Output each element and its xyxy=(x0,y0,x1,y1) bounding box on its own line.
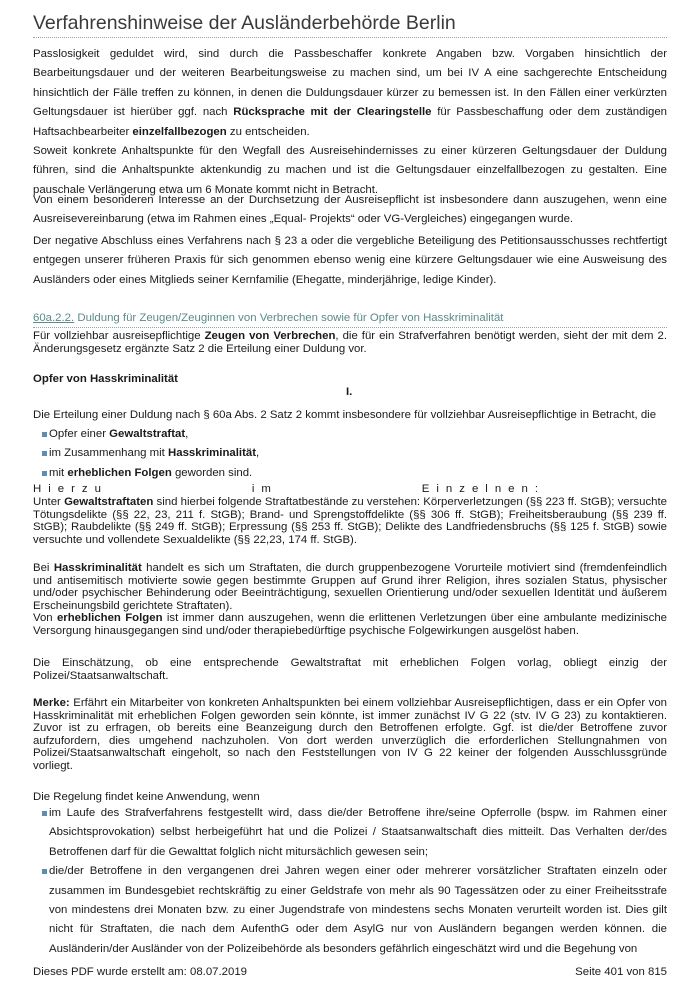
merke-label: Merke: xyxy=(33,697,70,709)
exclusion-list xyxy=(33,804,667,959)
list-item-text: im Zusammenhang mit xyxy=(49,447,169,460)
section-p7-text: Die Regelung findet keine Anwendung, wenn xyxy=(33,791,260,803)
spaced-heading xyxy=(33,483,667,496)
intro-p2-text: Soweit konkrete Anhaltspunkte für den Wegfall des Ausreisehindernisses zu einer kürzeren Geltungsdauer der Duldung führen, sind die Anhaltspunkte aktenkundig zu machen und ist die Geltungsdauer einzelfallbezogen zu gestalten. Eine pauschale Verlängerung etwa um 6 Monate kommt nicht in Betracht. xyxy=(33,145,667,196)
section-p5-bold: erheblichen Folgen xyxy=(56,612,163,625)
section-p3-bold: Gewaltstraftaten xyxy=(64,496,154,508)
subheading-opfer xyxy=(33,373,667,386)
bullet-square-icon xyxy=(42,432,47,437)
list-item-bold: Hasskriminalität xyxy=(168,447,257,460)
roman-numeral-heading: I. xyxy=(346,386,353,398)
list-item-bold: erheblichen Folgen xyxy=(67,466,172,479)
section-title: Duldung für Zeugen/Zeuginnen von Verbrechen sowie für Opfer von Hasskriminalität xyxy=(74,312,504,324)
section-p3-text-a: Unter xyxy=(33,496,65,508)
intro-p1-text-c: für Passbeschaffung oder dem zuständigen Haftsachbearbeiter xyxy=(33,106,667,138)
list-item xyxy=(33,444,667,463)
list-item-text: mit xyxy=(49,466,68,479)
list-item-text: , xyxy=(256,447,260,460)
list-item-bold: Gewaltstraftat xyxy=(109,428,186,440)
section-p5-text-a: Von xyxy=(33,612,57,625)
bullet-square-icon xyxy=(42,811,47,816)
list-item-text: , xyxy=(185,428,189,440)
section-paragraph-1 xyxy=(33,330,667,355)
footer-created-date: Dieses PDF wurde erstellt am: 08.07.2019 xyxy=(33,966,247,978)
intro-p1-text-d: zu entscheiden. xyxy=(226,125,310,138)
page-title: Verfahrenshinweise der Ausländerbehörde Berlin xyxy=(33,12,456,34)
intro-p3-text: Von einem besonderen Interesse an der Durchsetzung der Ausreisepflicht ist insbesondere dann auszugehen, wenn eine Ausreisevereinbarung (etwa im Rahmen eines „Equal- Projekts“ oder VG-Vergleiches) eingegangen wurde. xyxy=(33,194,667,226)
section-paragraph-3 xyxy=(33,496,667,546)
intro-p4-text: Der negative Abschluss eines Verfahrens nach § 23 a oder die vergebliche Beteiligung des Petitionsausschusses rechtfertigt entgegen unserer früheren Praxis für sich genommen ebenso wenig eine kürzere Geltungsdauer wie eine Ausweisung des Ausländers oder eines Mitglieds seiner Kernfamilie (Ehegatte, minderjährige, ledige Kinder). xyxy=(33,235,667,286)
section-p3-text-c: sind hierbei folgende Straftatbestände zu verstehen: Körperverletzungen (§§ 223 ff. StGB); versuchte Tötungsdelikte (§§ 22, 23, 211 f. StGB); Brand- und Sprengstoffdelikte (§§ 306 ff. StGB); Freiheitsberaubung (§§ 239 ff. StGB); Raubdelikte (§§ 249 ff. StGB); Erpressung (§§ 253 ff. StGB); Delikte des Landfriedensbruchs (§§ 125 f. StGB) sowie versuchte und vollendete Sexualdelikte (§§ 22,23, 174 ff. StGB). xyxy=(33,496,667,546)
section-paragraph-2 xyxy=(33,409,667,422)
list-item xyxy=(33,862,667,959)
section-p1-text-a: Für vollziehbar ausreisepflichtige xyxy=(33,330,205,342)
list-item-text: Opfer einer xyxy=(49,428,110,440)
section-p4-text-a: Bei xyxy=(33,562,54,574)
intro-paragraph-1 xyxy=(33,45,667,142)
spaced-word: im xyxy=(251,483,278,495)
spaced-word: Hierzu xyxy=(33,483,108,495)
spaced-word: Einzelnen: xyxy=(421,483,545,495)
list-item-text: die/der Betroffene in den vergangenen drei Jahren wegen einer oder mehrerer vorsätzlicher Straftaten einzeln oder zusammen im Bundesgebiet rechtskräftig zu einer Geldstrafe von mehr als 90 Tagessätzen oder zu einer Freiheitsstrafe von mindestens drei Monaten bzw. zu einer Jugendstrafe von mindestens sechs Monaten verurteilt worden ist. Dies gilt nicht für Straftaten, die nach dem AufenthG oder dem AsylG nur von Ausländern begangen werden können. die Ausländerin/der Ausländer von der Polizeibehörde als besonders gefährlich eingeschätzt wird und die Begehung von xyxy=(49,865,667,955)
section-p4-bold: Hasskriminalität xyxy=(53,562,142,574)
title-divider xyxy=(33,37,667,38)
list-item xyxy=(33,425,667,444)
intro-p1-text-a: Passlosigkeit geduldet wird, sind durch die Passbeschaffer konkrete Angaben bzw. Vorgaben hinsichtlich der Bearbeitungsdauer und der weiteren Bearbeitungsweise zu machen sind, um bei IV A eine sachgerechte Entscheidung hinsichtlich der Fälle treffen zu können, in denen die Duldungsdauer kürzer zu bemessen ist. In den Fällen einer verkürzten Geltungsdauer ist hierüber ggf. nach xyxy=(33,48,667,119)
bullet-square-icon xyxy=(42,869,47,874)
list-item xyxy=(33,464,667,483)
intro-paragraph-4 xyxy=(33,232,667,290)
merke-text: Erfährt ein Mitarbeiter von konkreten Anhaltspunkten bei einem vollziehbar Ausreisepflichtigen, dass er ein Opfer von Hasskriminalität mit erheblichen Folgen geworden sein könnte, ist immer zunächst IV G 22 (stv. IV G 23) zu kontaktieren. Zuvor ist zu erfragen, ob bereits eine Beanzeigung durch den Betroffenen erfolgte. Ggf. ist die/der Betroffene zuvor aufzufordern, dies umgehend nachzuholen. Von dort werden unverzüglich die erforderlichen Stellungnahmen von Polizei/Staatsanwaltschaft eingeholt, so nach den Feststellungen von IV G 22 keiner der folgenden Ausschlussgründe vorliegt. xyxy=(33,697,667,772)
section-paragraph-7 xyxy=(33,791,667,804)
bullet-square-icon xyxy=(42,471,47,476)
section-p5-text-c: ist immer dann auszugehen, wenn die erlittenen Verletzungen über eine ambulante medizinische Versorgung hinausgegangen sind und/oder therapiebedürftige psychische Folgewirkungen ausgelöst haben. xyxy=(33,612,667,637)
subheading-text: Opfer von Hasskriminalität xyxy=(33,373,178,385)
section-p4-text-c: handelt es sich um Straftaten, die durch gruppenbezogene Vorurteile motiviert sind (fremdenfeindlich und antisemitisch motivierte sowie gegen bestimmte Gruppen auf Grund ihrer Religion, ihres sozialen Status, physischer und/oder psychischer Behinderung oder Beeinträchtigung, sexuellen Orientierung und/oder sexuellen Identität und äußerem Erscheinungsbild gerichtete Straftaten). xyxy=(33,562,667,612)
section-paragraph-4 xyxy=(33,562,667,638)
section-p2-text: Die Erteilung einer Duldung nach § 60a Abs. 2 Satz 2 kommt insbesondere für vollziehbar Ausreisepflichtige in Betracht, die xyxy=(33,409,657,421)
section-divider xyxy=(33,327,667,328)
intro-p1-bold-einzelfall: einzelfallbezogen xyxy=(132,125,227,138)
section-paragraph-6 xyxy=(33,657,667,682)
section-p6-text: Die Einschätzung, ob eine entsprechende Gewaltstraftat mit erheblichen Folgen vorlag, obliegt einzig der Polizei/Staatsanwaltschaft. xyxy=(33,657,667,682)
section-number-link[interactable]: 60a.2.2. xyxy=(33,312,75,324)
list-item xyxy=(33,804,667,862)
section-p1-bold: Zeugen von Verbrechen xyxy=(204,330,336,342)
list-item-text: geworden sind. xyxy=(171,466,253,479)
bullet-square-icon xyxy=(42,451,47,456)
merke-note xyxy=(33,697,667,773)
criteria-list xyxy=(33,425,667,483)
intro-paragraph-3 xyxy=(33,191,667,230)
section-heading xyxy=(33,312,667,324)
footer-page-number: Seite 401 von 815 xyxy=(575,966,667,978)
list-item-text: im Laufe des Strafverfahrens festgestellt wird, dass die/der Betroffene ihre/seine Opferrolle (bspw. im Rahmen einer Absichtsprovokation) selbst herbeigeführt hat und die Polizei / Staatsanwaltschaft dies mitteilt. Das Verhalten der/des Betroffenen darf für die Gewalttat folglich nicht mitursächlich gewesen sein; xyxy=(49,807,667,858)
section-p1-text-c: , die für ein Strafverfahren benötigt werden, sieht der mit dem 2. Änderungsgesetz ergänzte Satz 2 die Erteilung einer Duldung vor. xyxy=(33,330,667,355)
intro-p1-bold-clearingstelle: Rücksprache mit der Clearingstelle xyxy=(233,106,432,119)
